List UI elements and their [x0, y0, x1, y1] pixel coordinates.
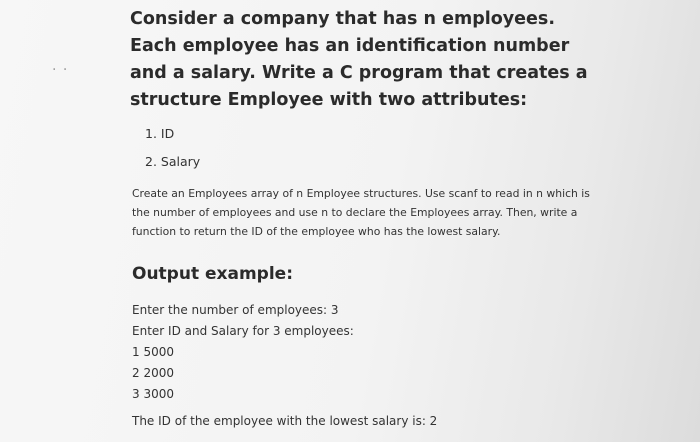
- output-line: 3 3000: [132, 387, 174, 401]
- output-result-line: The ID of the employee with the lowest salary is: 2: [132, 414, 438, 428]
- output-example-title: Output example:: [132, 264, 294, 284]
- output-line: 2 2000: [132, 366, 174, 380]
- output-line: Enter ID and Salary for 3 employees:: [132, 324, 354, 338]
- question-description: Create an Employees array of n Employee structures. Use scanf to read in n which is the number of employees and use n to declare the Employees array. Then, write a function to return the ID of the employee who has the lowest salary.: [132, 187, 590, 238]
- output-line: Enter the number of employees: 3: [132, 303, 339, 317]
- output-line: 1 5000: [132, 345, 174, 359]
- attribute-item-id: 1. ID: [145, 126, 175, 141]
- decorative-dots: · ·: [52, 62, 69, 78]
- attribute-list: [145, 124, 200, 180]
- output-example-lines: [132, 300, 354, 405]
- attribute-item-salary: 2. Salary: [145, 154, 201, 169]
- question-heading: Consider a company that has n employees. Each employee has an identification number and a salary. Write a C program that creates a structure Employee with two attributes:: [130, 9, 588, 110]
